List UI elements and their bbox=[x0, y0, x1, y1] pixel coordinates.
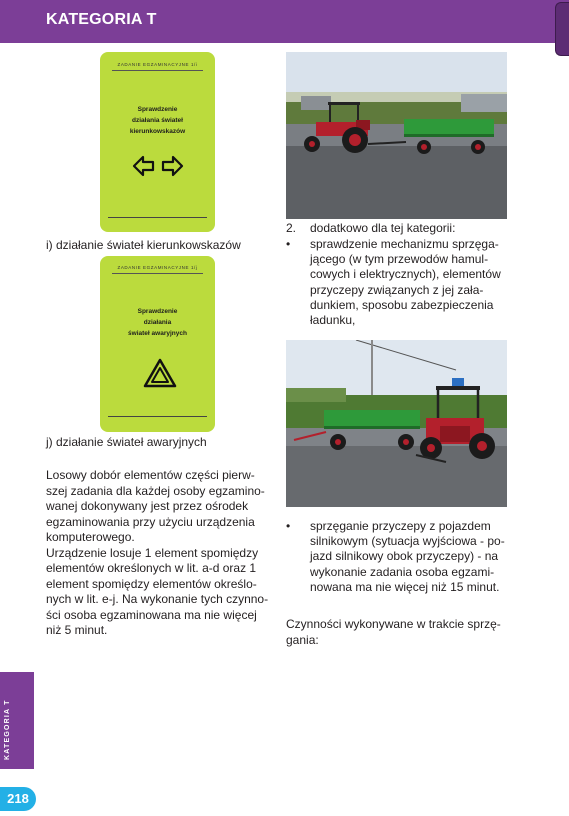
text-line: elementów określonych w lit. a-d oraz 1 bbox=[46, 561, 257, 575]
card-bottom-rule bbox=[108, 416, 207, 417]
bullet-coupling-check bbox=[286, 237, 508, 328]
card-header: ZADANIE EGZAMINACYJNE 1/i bbox=[117, 62, 198, 67]
chapter-side-tab bbox=[0, 672, 34, 769]
item-2-text: dodatkowo dla tej kategorii: bbox=[310, 221, 456, 235]
card-header-rule bbox=[112, 70, 203, 71]
text-line: Czynności wykonywane w trakcie sprzę- bbox=[286, 617, 501, 631]
text-line: silnikowym (sytuacja wyjściowa - po- bbox=[310, 534, 505, 549]
page-edge-tab bbox=[555, 2, 569, 56]
text-line: wanej dokonywany jest przez ośrodek bbox=[46, 499, 249, 513]
card-line: świateł awaryjnych bbox=[128, 330, 187, 337]
card-header-rule bbox=[112, 273, 203, 274]
card-line: kierunkowskazów bbox=[129, 128, 186, 135]
caption-j: j) działanie świateł awaryjnych bbox=[46, 435, 207, 449]
caption-i: i) działanie świateł kierunkowskazów bbox=[46, 238, 241, 252]
text-line: dunkiem, sposobu zabezpieczenia bbox=[310, 297, 494, 312]
card-header: ZADANIE EGZAMINACYJNE 1/j bbox=[117, 265, 198, 270]
text-line: jazd silnikowy obok przyczepy) - na bbox=[310, 549, 499, 564]
text-line: wykonanie zadania osoba egzami- bbox=[310, 564, 495, 579]
closing-text bbox=[286, 617, 508, 648]
text-line: ładunku, bbox=[310, 313, 356, 328]
card-text bbox=[100, 104, 215, 137]
exam-card-turn-signals bbox=[100, 52, 215, 232]
hazard-triangle-icon bbox=[143, 358, 177, 388]
card-text bbox=[100, 306, 215, 339]
text-line: jącego (w tym przewodów hamul- bbox=[310, 252, 489, 267]
card-line: Sprawdzenie bbox=[137, 106, 178, 113]
text-line: szej zadania dla każdej osoby egzamino- bbox=[46, 483, 265, 498]
card-line: działania bbox=[143, 319, 172, 326]
text-line: egzaminowania przy użyciu urządzenia bbox=[46, 514, 255, 529]
card-line: Sprawdzenie bbox=[137, 308, 178, 315]
text-line: sprzęganie przyczepy z pojazdem bbox=[310, 519, 491, 533]
text-line: nowana ma nie więcej niż 15 minut. bbox=[310, 579, 500, 594]
page-number-badge: 218 bbox=[0, 787, 36, 811]
bullet-coupling-task bbox=[286, 519, 508, 595]
text-line: przyczepy związanych z jej zała- bbox=[310, 282, 484, 297]
text-line: sprawdzenie mechanizmu sprzęga- bbox=[310, 237, 499, 251]
text-line: niż 5 minut. bbox=[46, 623, 108, 637]
turn-signal-arrows-icon bbox=[132, 154, 184, 178]
bullet-symbol: • bbox=[286, 237, 291, 251]
text-line: ści osoba egzaminowana ma nie więcej bbox=[46, 607, 257, 622]
chapter-title: KATEGORIA T bbox=[46, 11, 157, 28]
chapter-header bbox=[0, 0, 569, 43]
text-line: element spomiędzy elementów określo- bbox=[46, 576, 257, 591]
photo-tractor-beside-trailer bbox=[286, 340, 507, 507]
side-tab-label: KATEGORIA T bbox=[4, 699, 11, 760]
card-bottom-rule bbox=[108, 217, 207, 218]
exam-card-hazard-lights bbox=[100, 256, 215, 432]
left-body-text bbox=[46, 468, 271, 639]
bullet-symbol: • bbox=[286, 519, 291, 533]
card-line: działania świateł bbox=[132, 117, 183, 124]
text-line: cowych i elektrycznych), elementów bbox=[310, 267, 501, 282]
text-line: Losowy dobór elementów części pierw- bbox=[46, 468, 255, 482]
photo-tractor-trailer-side bbox=[286, 52, 507, 219]
text-line: komputerowego. bbox=[46, 530, 135, 544]
text-line: nych w lit. e-j. Na wykonanie tych czynno- bbox=[46, 592, 269, 606]
item-2-number: 2. bbox=[286, 221, 297, 235]
text-line: gania: bbox=[286, 632, 319, 647]
text-line: Urządzenie losuje 1 element spomiędzy bbox=[46, 545, 259, 560]
